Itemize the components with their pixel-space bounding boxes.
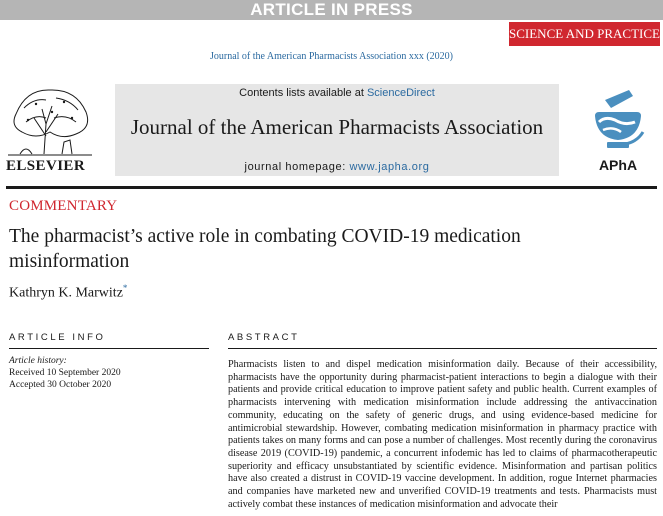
- article-title: The pharmacist’s active role in combating COVID-19 medication misinformation: [9, 226, 521, 272]
- article-history: [9, 355, 121, 391]
- article-info-rule: [9, 348, 209, 349]
- contents-line: [115, 87, 559, 99]
- abstract-heading: ABSTRACT: [228, 332, 300, 343]
- masthead-rule: [6, 186, 657, 189]
- homepage-line: [115, 161, 559, 173]
- history-label: Article history:: [9, 356, 67, 366]
- homepage-link[interactable]: www.japha.org: [349, 161, 430, 173]
- publisher-name: ELSEVIER: [6, 158, 86, 174]
- homepage-prefix: journal homepage:: [244, 161, 350, 173]
- contents-prefix: Contents lists available at: [239, 87, 367, 99]
- author-line: [9, 283, 127, 302]
- author-name[interactable]: Kathryn K. Marwitz: [9, 285, 123, 301]
- apha-name: APhA: [598, 157, 638, 173]
- article-in-press-banner: ARTICLE IN PRESS: [0, 0, 663, 20]
- section-badge: SCIENCE AND PRACTICE: [509, 22, 660, 46]
- author-footnote-mark[interactable]: *: [122, 283, 128, 293]
- journal-title: Journal of the American Pharmacists Association: [130, 115, 544, 139]
- article-category: COMMENTARY: [9, 198, 118, 214]
- abstract-body: Pharmacists listen to and dispel medication misinformation daily. Because of their accessibility, pharmacists have the opportunity during pharmacist-patient interactions to begin a dialogue with their patients and provide critical education to improve patient safety and public health. Current examples of pharmacists intervening with medication misinformation include addressing the antivaccination community, educating on the safety of generic drugs, and using evidence-based medicine for antimicrobial stewardship. However, combating medication misinformation in pharmacy practice with patients takes on many forms and can pose a number of challenges. Most recently during the coronavirus disease 2019 (COVID-19) pandemic, a concurrent infodemic has led to claims of pharmacotherapeutic superiority and efficacy unsubstantiated by scientific evidence. Misinformation and partisan politics have also created a distrust in COVID-19 vaccine development. In addition, rogue Internet pharmacies and companies have marketed new and unverified COVID-19 treatments and tests. Pharmacists must actively combat these instances of medication misinformation and advocate their: [228, 359, 657, 510]
- apha-mortar-pestle-logo: [585, 86, 651, 156]
- sciencedirect-link[interactable]: ScienceDirect: [366, 87, 435, 99]
- accepted-date: Accepted 30 October 2020: [9, 380, 112, 390]
- article-info-heading: ARTICLE INFO: [9, 332, 106, 343]
- journal-reference[interactable]: Journal of the American Pharmacists Association xxx (2020): [209, 51, 453, 62]
- abstract-rule: [228, 348, 657, 349]
- received-date: Received 10 September 2020: [9, 368, 121, 378]
